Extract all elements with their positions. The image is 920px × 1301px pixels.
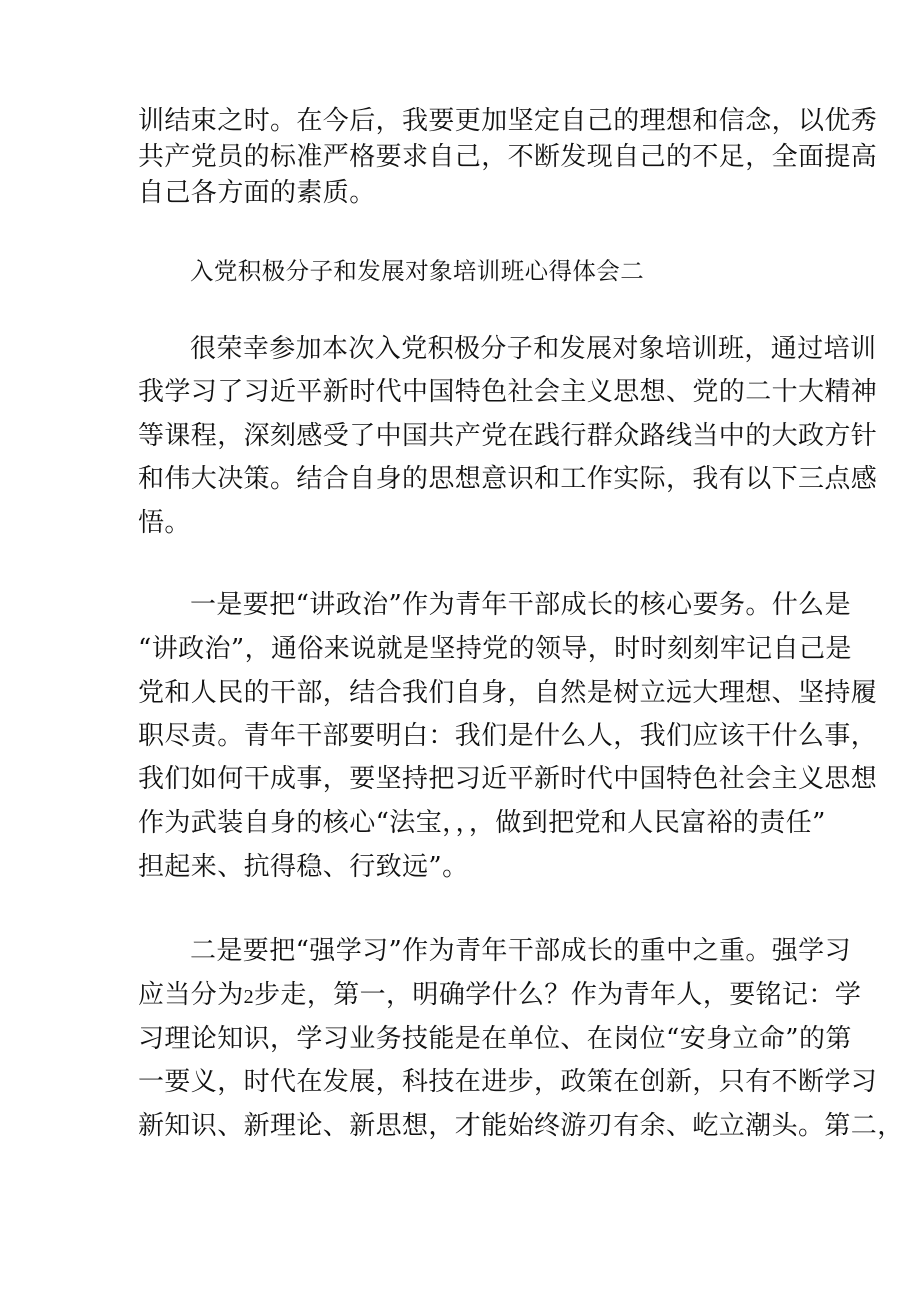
intro-line: 训结束之时。在今后，我要更加坚定自己的理想和信念，以优秀 (138, 106, 878, 136)
paragraph-line: 作为武装自身的核心“法宝，，，做到把党和人民富裕的责任” (138, 808, 826, 838)
paragraph-line (138, 980, 862, 1012)
paragraph-line: 我学习了习近平新时代中国特色社会主义思想、党的二十大精神 (138, 377, 878, 407)
paragraph-line: 一要义，时代在发展，科技在进步，政策在创新，只有不断学习 (138, 1067, 878, 1097)
paragraph-line: 悟。 (138, 508, 191, 538)
paragraph-line: 和伟大决策。结合自身的思想意识和工作实际，我有以下三点感 (138, 464, 878, 494)
paragraph-line: 二是要把“强学习”作为青年干部成长的重中之重。强学习 (190, 936, 851, 966)
intro-line: 共产党员的标准严格要求自己，不断发现自己的不足，全面提高 (138, 142, 878, 172)
paragraph-line: 很荣幸参加本次入党积极分子和发展对象培训班，通过培训 (190, 334, 877, 364)
intro-line: 自己各方面的素质。 (138, 178, 376, 208)
paragraph-line: 我们如何干成事，要坚持把习近平新时代中国特色社会主义思想 (138, 764, 878, 794)
step-count: 2 (243, 986, 255, 1008)
paragraph-line: 职尽责。青年干部要明白：我们是什么人，我们应该干什么事， (138, 721, 878, 751)
paragraph-line: 新知识、新理论、新思想，才能始终游刃有余、屹立潮头。第二， (138, 1111, 904, 1141)
text-segment: 步走，第一，明确学什么？作为青年人，要铭记：学 (254, 980, 862, 1010)
paragraph-line: 担起来、抗得稳、行致远”。 (138, 852, 469, 882)
text-segment: 应当分为 (138, 980, 244, 1010)
paragraph-line: 等课程，深刻感受了中国共产党在践行群众路线当中的大政方针 (138, 421, 878, 451)
paragraph-line: 党和人民的干部，结合我们自身，自然是树立远大理想、坚持履 (138, 678, 878, 708)
paragraph-line: “讲政治”，通俗来说就是坚持党的领导，时时刻刻牢记自己是 (138, 634, 852, 664)
section-title: 入党积极分子和发展对象培训班心得体会二 (190, 257, 645, 285)
paragraph-line: 一是要把“讲政治”作为青年干部成长的核心要务。什么是 (190, 590, 851, 620)
paragraph-line: 习理论知识，学习业务技能是在单位、在岗位“安身立命”的第 (138, 1024, 852, 1054)
